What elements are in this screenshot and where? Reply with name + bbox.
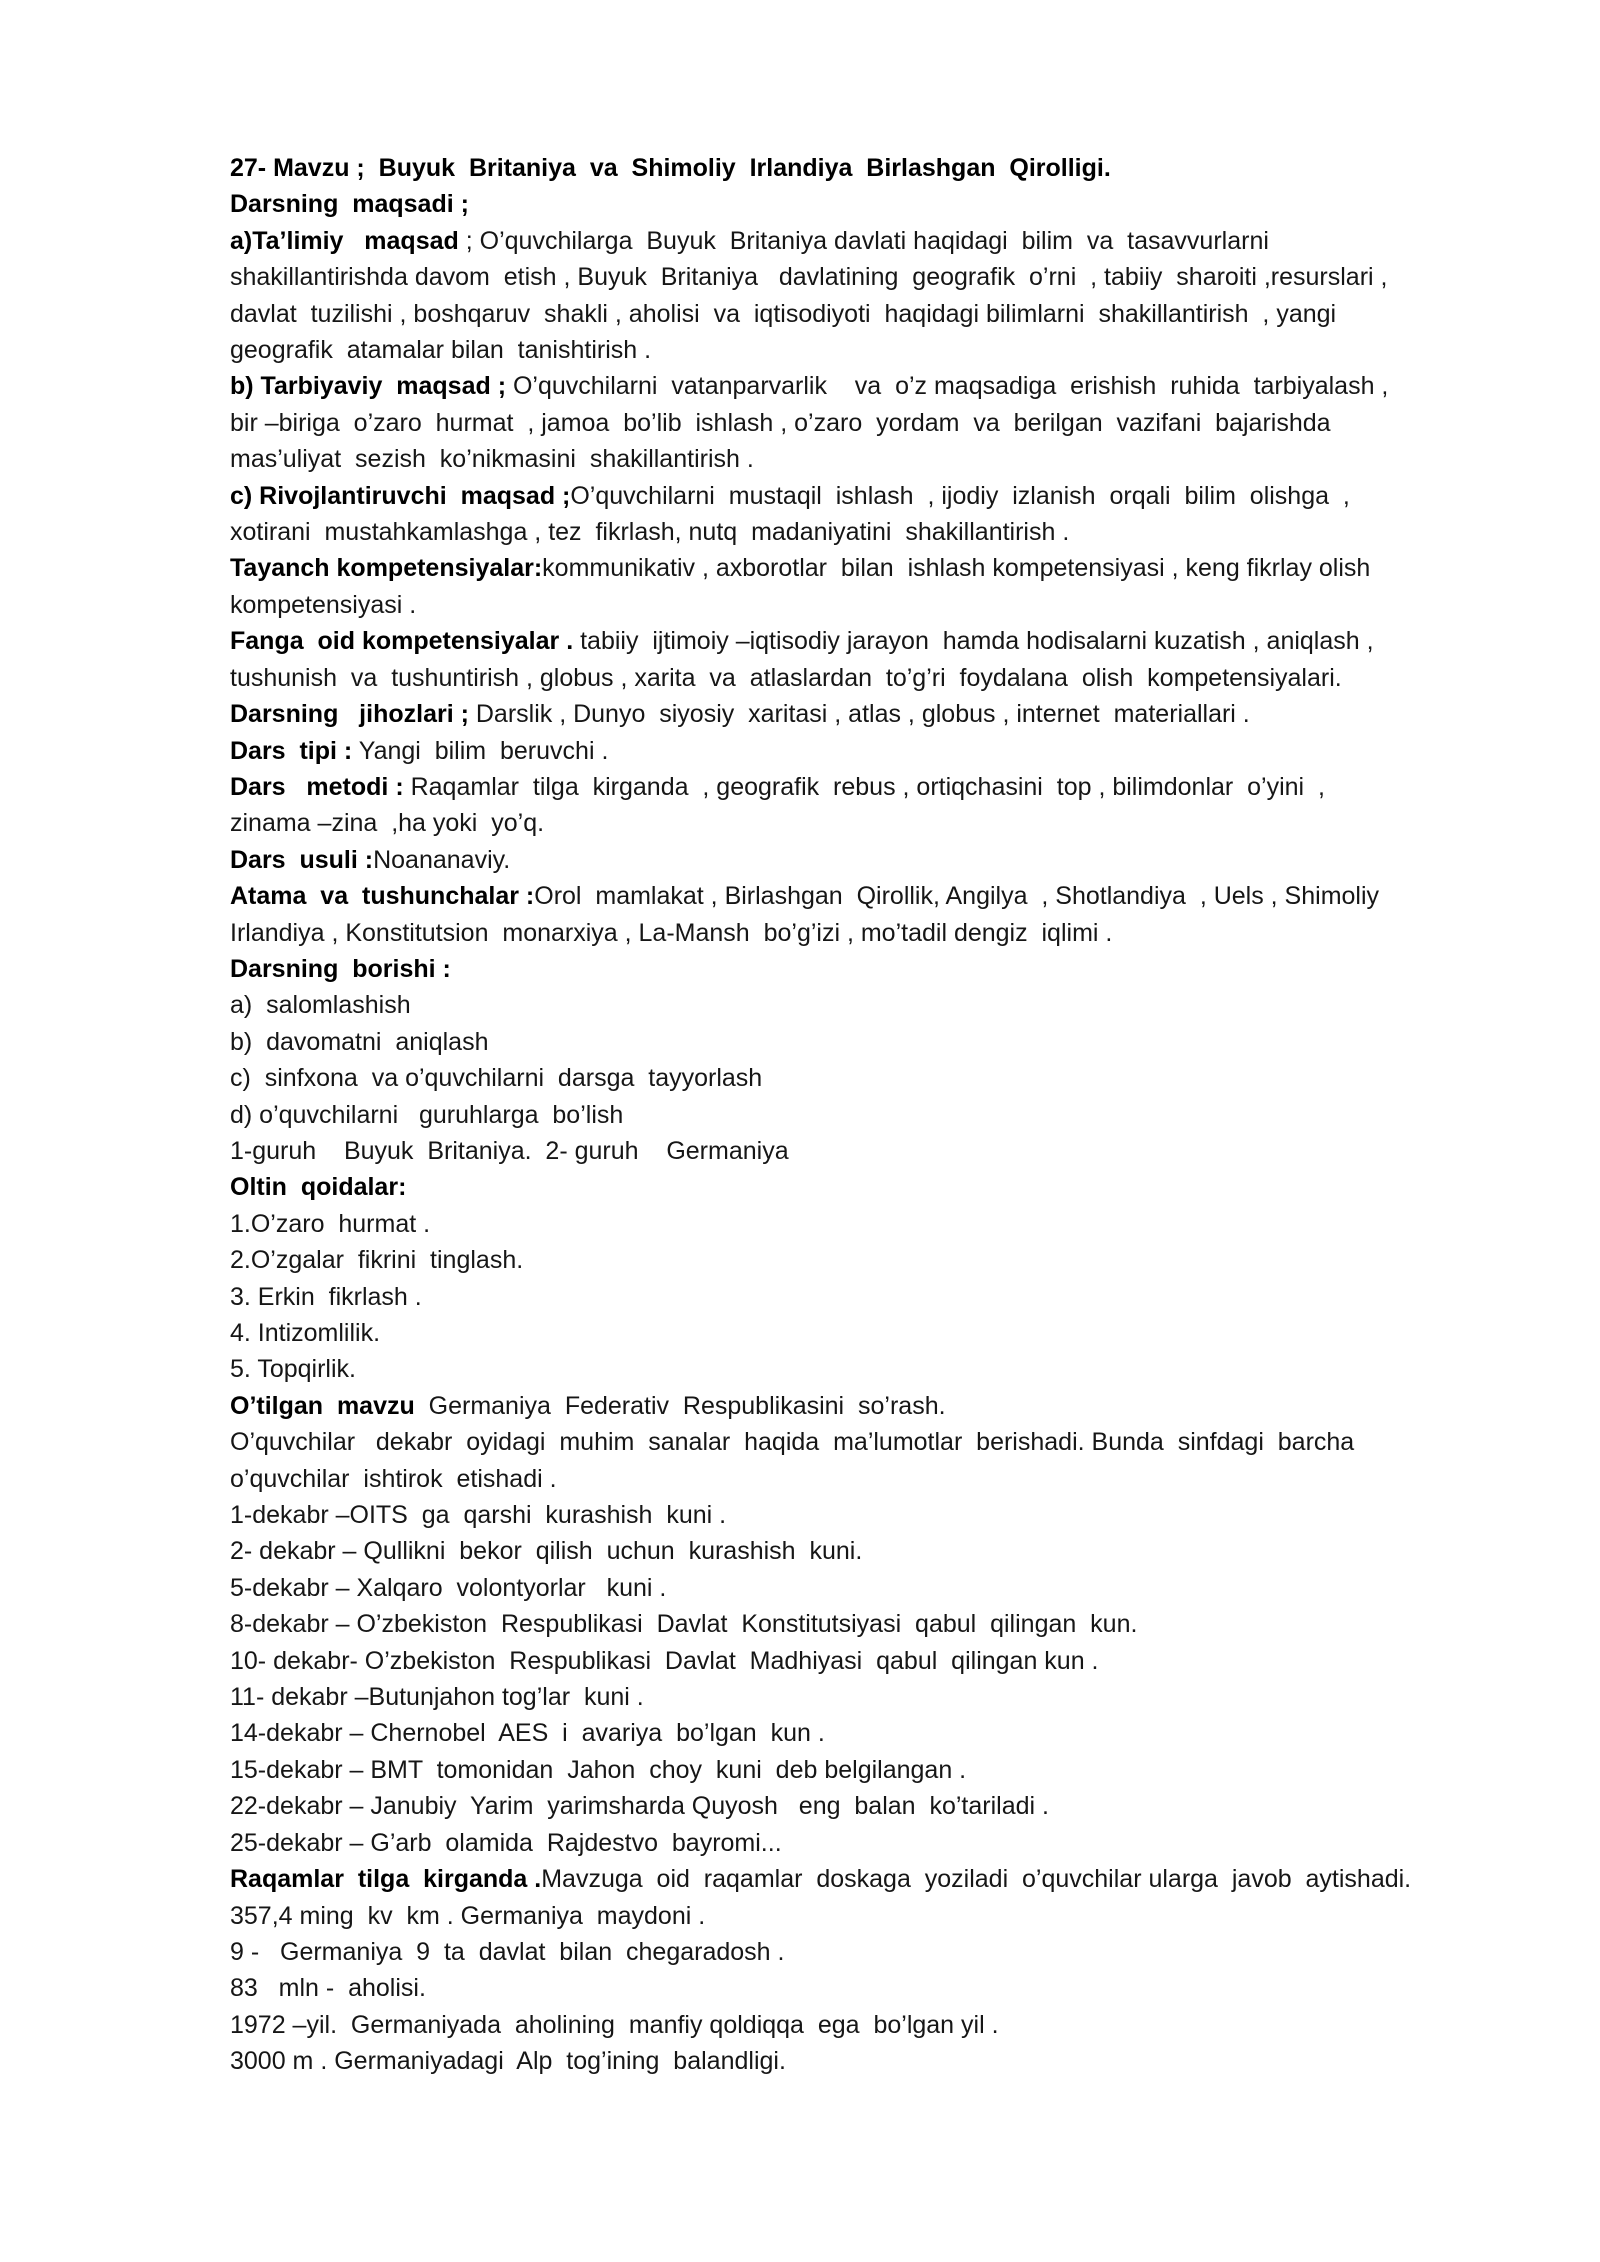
lesson-type-line: Dars tipi : Yangi bilim beruvchi .	[230, 736, 609, 765]
progress-heading: Darsning borishi :	[230, 954, 451, 983]
groups-line: 1-guruh Buyuk Britaniya. 2- guruh Germaniya	[230, 1136, 789, 1165]
december-date-item: 14-dekabr – Chernobel AES i avariya bo’lgan kun .	[230, 1719, 825, 1748]
numbers-item: 357,4 ming kv km . Germaniya maydoni .	[230, 1901, 706, 1930]
terms-line-1: Atama va tushunchalar :Orol mamlakat , Birlashgan Qirollik, Angilya , Shotlandiya , Uels , Shimoliy	[230, 882, 1380, 911]
goals-heading: Darsning maqsadi ;	[230, 190, 469, 219]
lesson-style-line: Dars usuli :Noananaviy.	[230, 845, 511, 874]
numbers-item: 9 - Germaniya 9 ta davlat bilan chegaradosh .	[230, 1937, 785, 1966]
december-date-item: 2- dekabr – Qullikni bekor qilish uchun kurashish kuni.	[230, 1537, 863, 1566]
numbers-item: 1972 –yil. Germaniyada aholining manfiy qoldiqqa ega bo’lgan yil .	[230, 2010, 999, 2039]
progress-item: b) davomatni aniqlash	[230, 1027, 489, 1056]
december-date-item: 25-dekabr – G’arb olamida Rajdestvo bayromi...	[230, 1828, 782, 1857]
previous-topic-line: O’tilgan mavzu Germaniya Federativ Respublikasini so’rash.	[230, 1391, 946, 1420]
numbers-game-line: Raqamlar tilga kirganda .Mavzuga oid raqamlar doskaga yoziladi o’quvchilar ularga javob aytishadi.	[230, 1865, 1412, 1894]
subject-competencies-line-2: tushunish va tushuntirish , globus , xarita va atlaslardan to’g’ri foydalana olish kompetensiyalari.	[230, 663, 1342, 692]
lesson-title: 27- Mavzu ; Buyuk Britaniya va Shimoliy Irlandiya Birlashgan Qirolligi.	[230, 154, 1111, 182]
goal-b-line-3: mas’uliyat sezish ko’nikmasini shakillantirish .	[230, 445, 754, 474]
goal-c-line-1: c) Rivojlantiruvchi maqsad ;O’quvchilarni mustaqil ishlash , ijodiy izlanish orqali bilim olishga ,	[230, 481, 1350, 510]
equipment-line: Darsning jihozlari ; Darslik , Dunyo siyosiy xaritasi , atlas , globus , internet materiallari .	[230, 700, 1250, 729]
golden-rule: 4. Intizomlilik.	[230, 1319, 381, 1347]
goal-a-line-2: shakillantirishda davom etish , Buyuk Britaniya davlatining geografik o’rni , tabiiy sharoiti ,resurslari ,	[230, 263, 1388, 292]
golden-rule: 3. Erkin fikrlash .	[230, 1282, 422, 1311]
goal-b-line-2: bir –biriga o’zaro hurmat , jamoa bo’lib ishlash , o’zaro yordam va berilgan vazifani bajarishda	[230, 408, 1331, 437]
december-intro-line-1: O’quvchilar dekabr oyidagi muhim sanalar haqida ma’lumotlar berishadi. Bunda sinfdagi barcha	[230, 1428, 1355, 1457]
golden-rule: 1.O’zaro hurmat .	[230, 1209, 431, 1238]
december-date-item: 10- dekabr- O’zbekiston Respublikasi Davlat Madhiyasi qabul qilingan kun .	[230, 1646, 1099, 1675]
progress-item: a) salomlashish	[230, 991, 411, 1020]
december-date-item: 1-dekabr –OITS ga qarshi kurashish kuni .	[230, 1501, 727, 1530]
golden-rules-heading: Oltin qoidalar:	[230, 1173, 407, 1202]
lesson-plan-document	[230, 150, 1520, 2080]
numbers-item: 83 mln - aholisi.	[230, 1974, 426, 2003]
golden-rule: 5. Topqirlik.	[230, 1355, 356, 1384]
goal-b-line-1: b) Tarbiyaviy maqsad ; O’quvchilarni vatanparvarlik va o’z maqsadiga erishish ruhida tarbiyalash ,	[230, 372, 1389, 401]
core-competencies-line-1: Tayanch kompetensiyalar:kommunikativ , axborotlar bilan ishlash kompetensiyasi , keng fikrlay olish	[230, 554, 1371, 583]
lesson-method-line-2: zinama –zina ,ha yoki yo’q.	[230, 809, 545, 838]
goal-a-line-1: a)Ta’limiy maqsad ; O’quvchilarga Buyuk Britaniya davlati haqidagi bilim va tasavvurlarni	[230, 226, 1269, 255]
core-competencies-line-2: kompetensiyasi .	[230, 590, 417, 619]
goal-c-line-2: xotirani mustahkamlashga , tez fikrlash, nutq madaniyatini shakillantirish .	[230, 518, 1070, 547]
lesson-method-line-1: Dars metodi : Raqamlar tilga kirganda , geografik rebus , ortiqchasini top , bilimdonlar o’yini ,	[230, 772, 1325, 801]
december-date-item: 5-dekabr – Xalqaro volontyorlar kuni .	[230, 1573, 667, 1602]
december-date-item: 8-dekabr – O’zbekiston Respublikasi Davlat Konstitutsiyasi qabul qilingan kun.	[230, 1610, 1138, 1639]
december-date-item: 22-dekabr – Janubiy Yarim yarimsharda Quyosh eng balan ko’tariladi .	[230, 1792, 1049, 1821]
december-intro-line-2: o’quvchilar ishtirok etishadi .	[230, 1464, 557, 1493]
goal-a-line-3: davlat tuzilishi , boshqaruv shakli , aholisi va iqtisodiyoti haqidagi bilimlarni shakillantirish , yangi	[230, 299, 1337, 328]
terms-line-2: Irlandiya , Konstitutsion monarxiya , La-Mansh bo’g’izi , mo’tadil dengiz iqlimi .	[230, 918, 1113, 947]
goal-a-line-4: geografik atamalar bilan tanishtirish .	[230, 336, 652, 365]
progress-item: d) o’quvchilarni guruhlarga bo’lish	[230, 1100, 624, 1129]
golden-rule: 2.O’zgalar fikrini tinglash.	[230, 1246, 524, 1275]
december-date-item: 11- dekabr –Butunjahon tog’lar kuni .	[230, 1683, 644, 1712]
numbers-item: 3000 m . Germaniyadagi Alp tog’ining balandligi.	[230, 2047, 786, 2076]
subject-competencies-line-1: Fanga oid kompetensiyalar . tabiiy ijtimoiy –iqtisodiy jarayon hamda hodisalarni kuzatish , aniqlash ,	[230, 627, 1374, 656]
progress-item: c) sinfxona va o’quvchilarni darsga tayyorlash	[230, 1064, 763, 1093]
december-date-item: 15-dekabr – BMT tomonidan Jahon choy kuni deb belgilangan .	[230, 1755, 967, 1784]
